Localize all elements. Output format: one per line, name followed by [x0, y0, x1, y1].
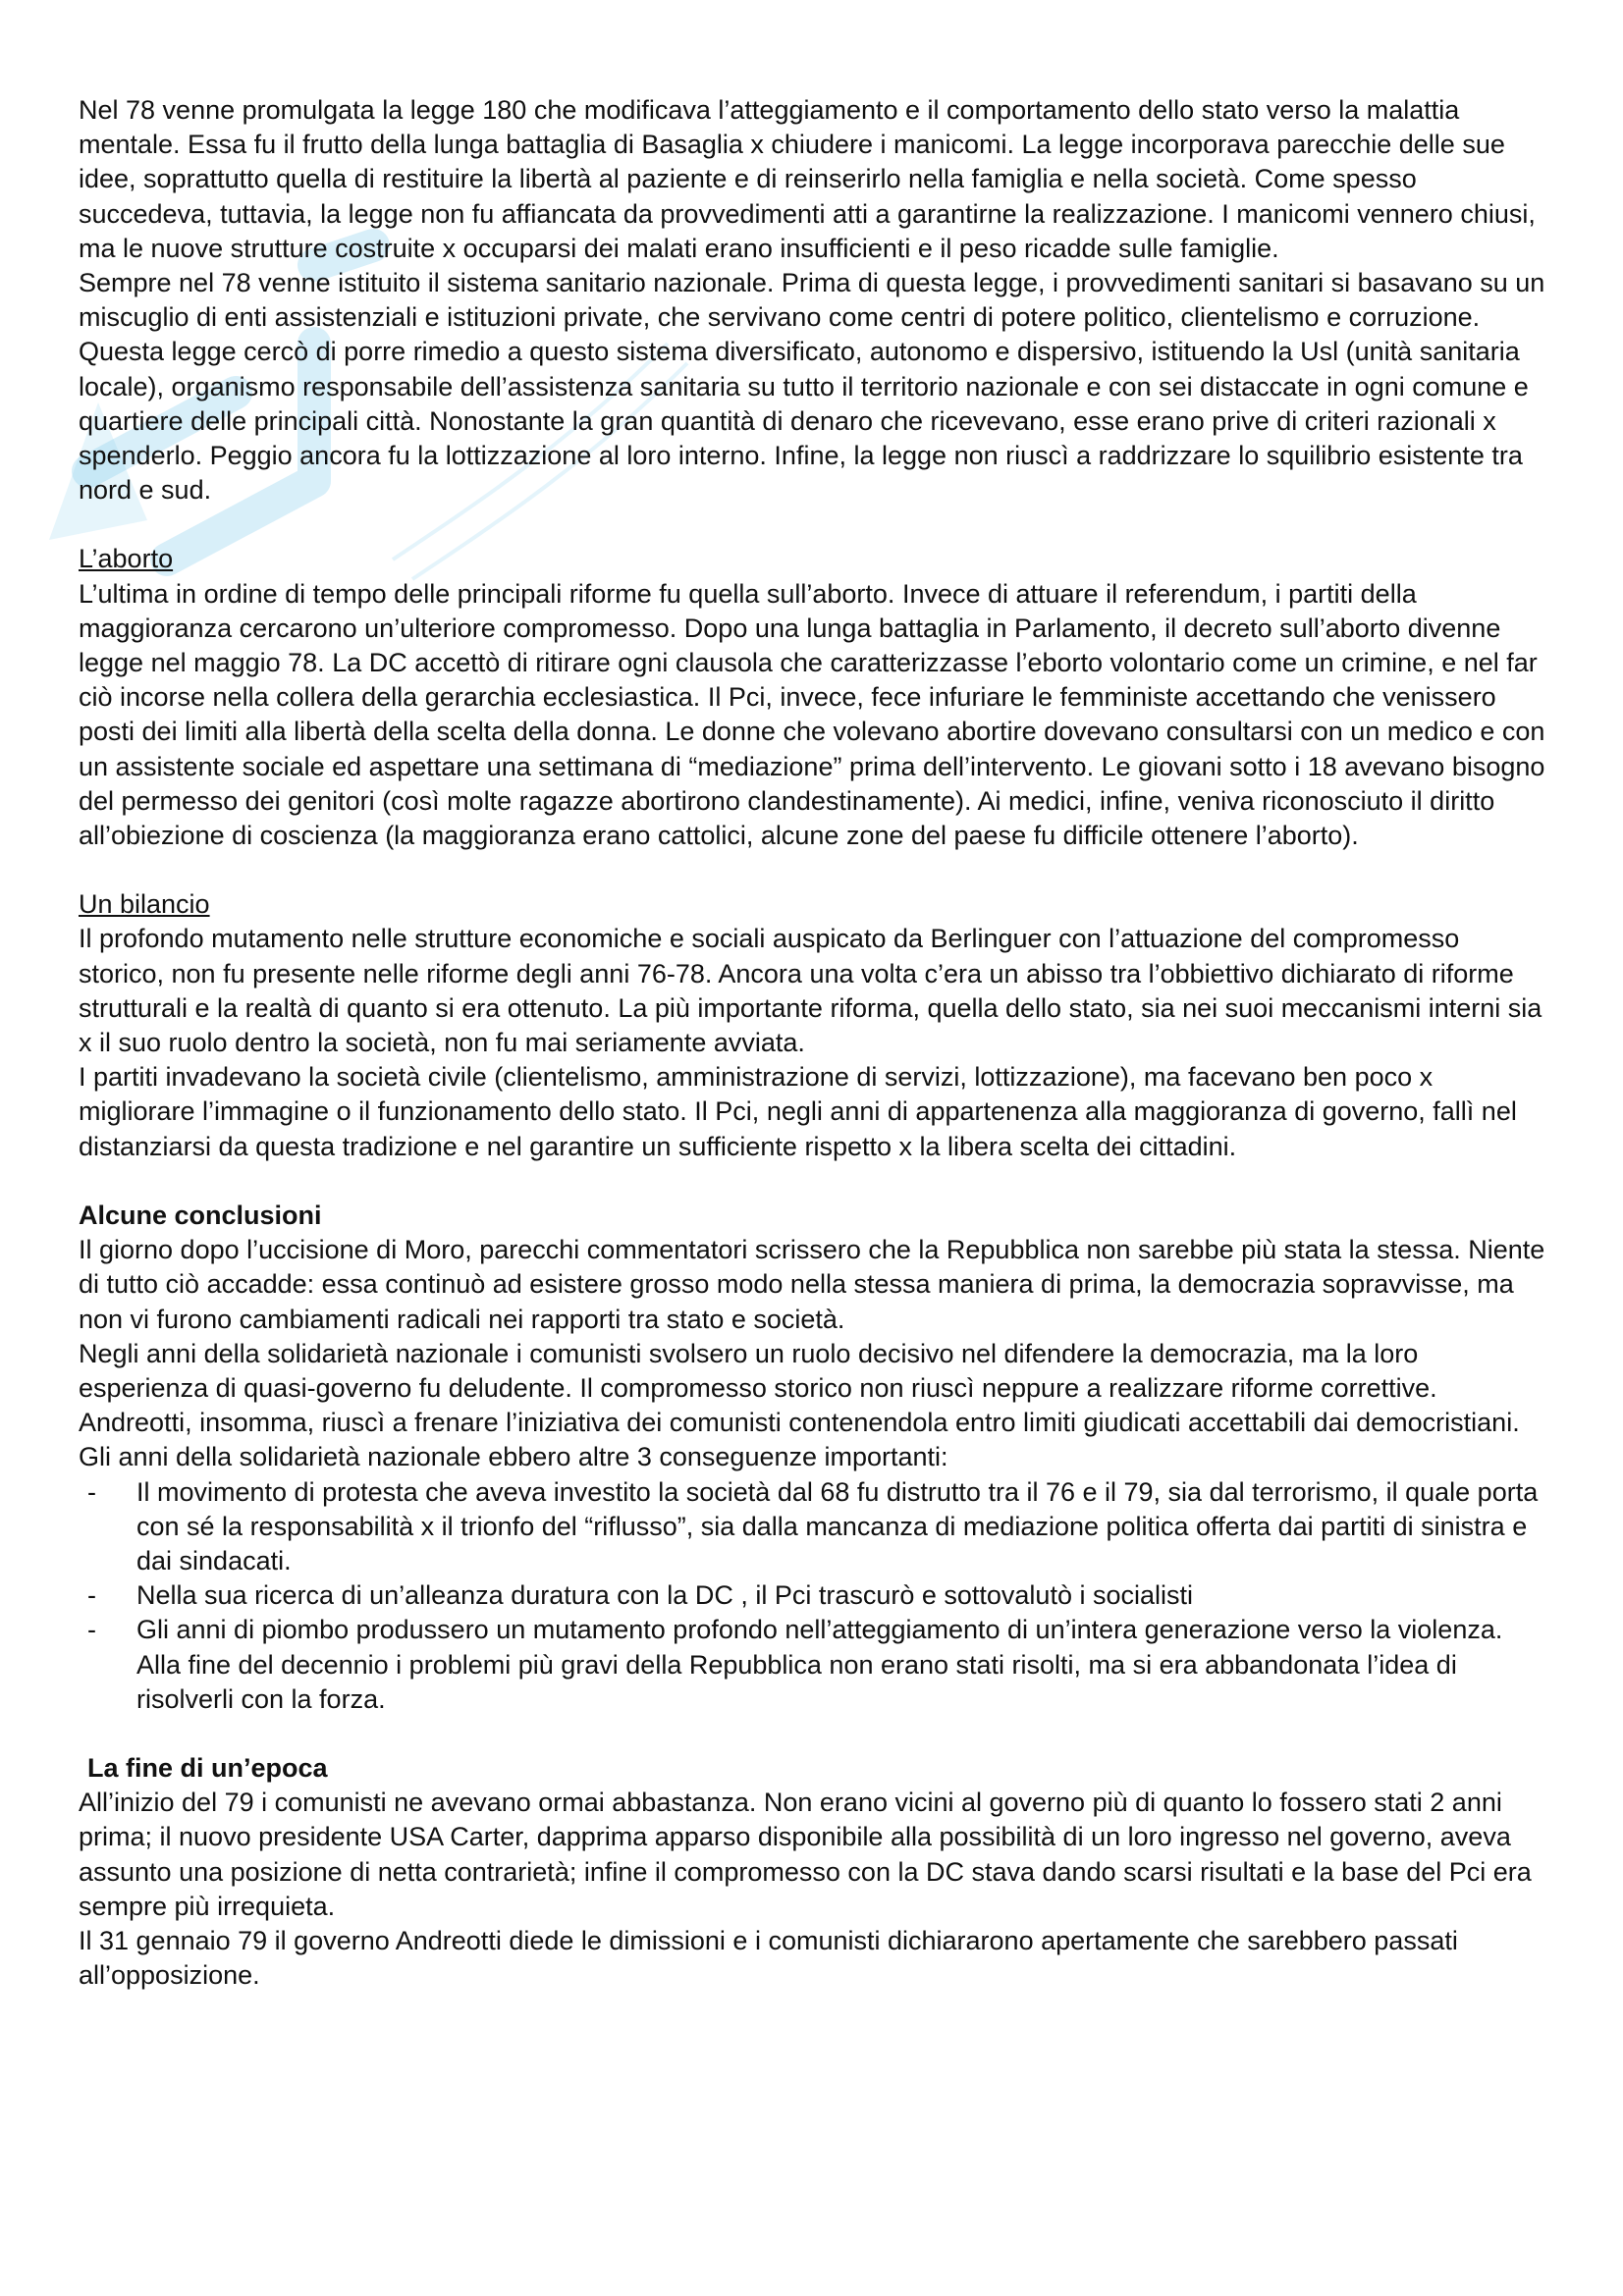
paragraph: Sempre nel 78 venne istituito il sistema sanitario nazionale. Prima di questa legge, i provvedimenti sanitari si basavano su un miscuglio di enti assistenziali e istituzioni private, che servivano come centri di potere politico, clientelismo e corruzione. Questa legge cercò di porre rimedio a questo sistema diversificato, autonomo e dispersivo, istituendo la Usl (unità sanitaria locale), organismo responsabile dell’assistenza sanitaria su tutto il territorio nazionale e con sei distaccate in ogni comune e quartiere delle principali città. Nonostante la gran quantità di denaro che ricevevano, esse erano prive di criteri razionali x spenderlo. Peggio ancora fu la lottizzazione al loro interno. Infine, la legge non riuscì a raddrizzare lo squilibrio esistente tra nord e sud.	[79, 268, 1545, 506]
document-page	[79, 93, 1551, 1993]
section-heading: L’aborto	[79, 544, 174, 574]
paragraph: Il giorno dopo l’uccisione di Moro, parecchi commentatori scrissero che la Repubblica non sarebbe più stata la stessa. Niente di tutto ciò accadde: essa continuò ad esistere grosso modo nella stessa maniera di prima, la democrazia sopravvisse, ma non vi furono cambiamenti radicali nei rapporti tra stato e società.	[79, 1235, 1545, 1334]
list-item-text: Gli anni di piombo produssero un mutamento profondo nell’atteggiamento di un’intera generazione verso la violenza. Alla fine del decennio i problemi più gravi della Repubblica non erano stati risolti, ma si era abbandonata l’idea di risolverli con la forza.	[136, 1615, 1503, 1714]
paragraph: Gli anni della solidarietà nazionale ebbero altre 3 conseguenze importanti:	[79, 1442, 948, 1472]
paragraph: Negli anni della solidarietà nazionale i comunisti svolsero un ruolo decisivo nel difendere la democrazia, ma la loro esperienza di quasi-governo fu deludente. Il compromesso storico non riuscì neppure a realizzare riforme correttive. Andreotti, insomma, riuscì a frenare l’iniziativa dei comunisti contenendola entro limiti giudicati accettabili dai democristiani.	[79, 1338, 1520, 1438]
spacer	[79, 507, 1551, 542]
section-heading: Un bilancio	[79, 889, 210, 920]
spacer	[79, 1164, 1551, 1199]
section-fine-epoca	[79, 1751, 1551, 1993]
section-heading: Alcune conclusioni	[79, 1200, 322, 1230]
spacer	[79, 1717, 1551, 1751]
list-item-text: Il movimento di protesta che aveva investito la società dal 68 fu distrutto tra il 76 e il 79, sia dal terrorismo, il quale porta con sé la responsabilità x il trionfo del “riflusso”, sia dalla mancanza di mediazione politica offerta dai partiti di sinistra e dai sindacati.	[136, 1476, 1539, 1575]
section-aborto	[79, 542, 1551, 853]
list-item	[79, 1613, 1551, 1717]
dash-bullet: -	[87, 1476, 96, 1507]
bullet-list	[79, 1475, 1551, 1717]
paragraph: Nel 78 venne promulgata la legge 180 che modificava l’atteggiamento e il comportamento dello stato verso la malattia mentale. Essa fu il frutto della lunga battaglia di Basaglia x chiudere i manicomi. La legge incorporava parecchie delle sue idee, soprattutto quella di restituire la libertà al paziente e di reinserirlo nella famiglia e nella società. Come spesso succedeva, tuttavia, la legge non fu affiancata da provvedimenti atti a garantirne la realizzazione. I manicomi vennero chiusi, ma le nuove strutture costruite x occuparsi dei malati erano insufficienti e il peso ricadde sulle famiglie.	[79, 95, 1536, 263]
paragraph: All’inizio del 79 i comunisti ne avevano ormai abbastanza. Non erano vicini al governo più di quanto lo fossero stati 2 anni prima; il nuovo presidente USA Carter, dapprima apparso disponibile alla possibilità di un loro ingresso nel governo, aveva assunto una posizione di netta contrarietà; infine il compromesso con la DC stava dando scarsi risultati e la base del Pci era sempre più irrequieta.	[79, 1788, 1532, 1921]
spacer	[79, 853, 1551, 887]
dash-bullet: -	[87, 1580, 96, 1611]
dash-bullet: -	[87, 1615, 96, 1645]
paragraph: Il 31 gennaio 79 il governo Andreotti diede le dimissioni e i comunisti dichiararono apertamente che sarebbero passati all’opposizione.	[79, 1925, 1458, 1991]
section-bilancio	[79, 887, 1551, 1164]
list-item	[79, 1578, 1551, 1613]
section-heading: La fine di un’epoca	[87, 1752, 328, 1783]
list-item-text: Nella sua ricerca di un’alleanza duratura con la DC , il Pci trascurò e sottovalutò i socialisti	[136, 1580, 1193, 1611]
section-conclusioni	[79, 1199, 1551, 1717]
paragraph: I partiti invadevano la società civile (clientelismo, amministrazione di servizi, lottizzazione), ma facevano ben poco x migliorare l’immagine o il funzionamento dello stato. Il Pci, negli anni di appartenenza alla maggioranza di governo, fallì nel distanziarsi da questa tradizione e nel garantire un sufficiente rispetto x la libera scelta dei cittadini.	[79, 1062, 1517, 1161]
list-item	[79, 1475, 1551, 1579]
section-intro	[79, 93, 1551, 507]
paragraph: Il profondo mutamento nelle strutture economiche e sociali auspicato da Berlinguer con l’attuazione del compromesso storico, non fu presente nelle riforme degli anni 76-78. Ancora una volta c’era un abisso tra l’obbiettivo dichiarato di riforme strutturali e la realtà di quanto si era ottenuto. La più importante riforma, quella dello stato, sia nei suoi meccanismi interni sia x il suo ruolo dentro la società, non fu mai seriamente avviata.	[79, 924, 1542, 1058]
paragraph: L’ultima in ordine di tempo delle principali riforme fu quella sull’aborto. Invece di attuare il referendum, i partiti della maggioranza cercarono un’ulteriore compromesso. Dopo una lunga battaglia in Parlamento, il decreto sull’aborto divenne legge nel maggio 78. La DC accettò di ritirare ogni clausola che caratterizzasse l’eborto volontario come un crimine, e nel far ciò incorse nella collera della gerarchia ecclesiastica. Il Pci, invece, fece infuriare le femministe accettando che venissero posti dei limiti alla libertà della scelta della donna. Le donne che volevano abortire dovevano consultarsi con un medico e con un assistente sociale ed aspettare una settimana di “mediazione” prima dell’intervento. Le giovani sotto i 18 avevano bisogno del permesso dei genitori (così molte ragazze abortirono clandestinamente). Ai medici, infine, veniva riconosciuto il diritto all’obiezione di coscienza (la maggioranza erano cattolici, alcune zone del paese fu difficile ottenere l’aborto).	[79, 578, 1545, 851]
